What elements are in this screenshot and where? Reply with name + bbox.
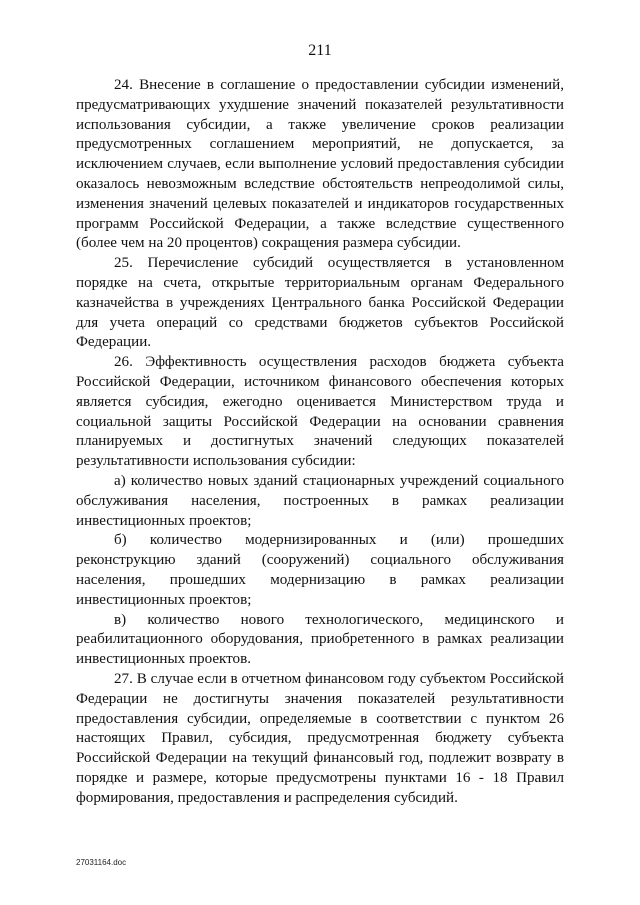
page-number: 211	[308, 42, 332, 59]
document-body	[76, 76, 564, 808]
footer-filename: 27031164.doc	[76, 858, 127, 867]
subparagraph-v: в) количество нового технологического, медицинского и реабилитационного оборудования, приобретенного в рамках реализации инвестиционных проектов.	[76, 611, 564, 668]
paragraph-24: 24. Внесение в соглашение о предоставлении субсидии изменений, предусматривающих ухудшение значений показателей результативности использования субсидии, а также увеличение сроков реализации предусмотренных соглашением мероприятий, не допускается, за исключением случаев, если выполнение условий предоставления субсидии оказалось невозможным вследствие обстоятельств непреодолимой силы, изменения значений целевых показателей и индикаторов государственных программ Российской Федерации, а также вследствие существенного (более чем на 20 процентов) сокращения размера субсидии.	[76, 77, 564, 252]
subparagraph-b: б) количество модернизированных и (или) прошедших реконструкцию зданий (сооружений) социального обслуживания населения, прошедших модернизацию в рамках реализации инвестиционных проектов;	[76, 532, 564, 608]
subparagraph-a: а) количество новых зданий стационарных учреждений социального обслуживания населения, построенных в рамках реализации инвестиционных проектов;	[76, 472, 564, 529]
paragraph-27: 27. В случае если в отчетном финансовом году субъектом Российской Федерации не достигнуты значения показателей результативности предоставления субсидии, определяемые в соответствии с пунктом 26 настоящих Правил, субсидия, предусмотренная бюджету субъекта Российской Федерации на текущий финансовый год, подлежит возврату в порядке и размере, которые предусмотрены пунктами 16 - 18 Правил формирования, предоставления и распределения субсидий.	[76, 670, 564, 806]
paragraph-26: 26. Эффективность осуществления расходов бюджета субъекта Российской Федерации, источником финансового обеспечения которых является субсидия, ежегодно оценивается Министерством труда и социальной защиты Российской Федерации на основании сравнения планируемых и достигнутых значений следующих показателей результативности использования субсидии:	[76, 354, 564, 470]
paragraph-25: 25. Перечисление субсидий осуществляется в установленном порядке на счета, открытые территориальным органам Федерального казначейства в учреждениях Центрального банка Российской Федерации для учета операций со средствами бюджетов субъектов Российской Федерации.	[76, 255, 564, 351]
